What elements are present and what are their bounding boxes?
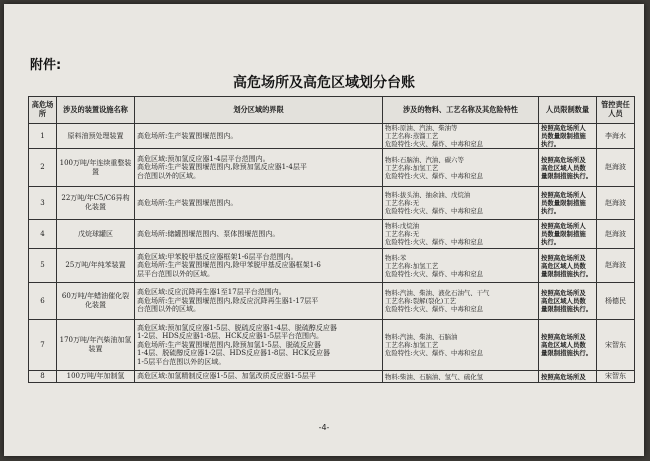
table-row [29,249,635,283]
table-row [29,149,635,187]
personnel-limit-line: 执行。 [541,140,561,148]
material-process-line: 危险特性:火灾、爆炸、中毒和窒息 [385,140,484,148]
material-process-line: 危险特性:火灾、爆炸、中毒和窒息 [385,238,484,246]
personnel-limit-line: 按照高危场所及 [541,289,586,297]
personnel-limit-cell [539,371,597,383]
zone-boundary-line: 高危场所:生产装置围堰范围内,除预加氢反应器1-4层平 [137,163,307,172]
material-process-line: 物料:原油、汽油、柴油等 [385,124,458,132]
personnel-limit-line: 按照高危场所及 [541,372,586,381]
responsible-person-cell: 李海水 [597,124,635,149]
row-number-cell: 7 [29,320,57,371]
personnel-limit-line: 按照高危场所人 [541,124,586,132]
material-process-cell [383,371,539,383]
zone-boundary-line: 高危场所:生产装置围堰范围内,除预加氢1-5层、脱硫反应器 [137,340,321,349]
material-process-line: 工艺名称:加氢工艺 [385,341,439,349]
material-process-line: 工艺名称:无 [385,230,420,238]
material-process-line: 物料:汽油、柴油、液化石油气、干气 [385,289,490,297]
table-row [29,187,635,220]
responsible-person-cell: 宋智东 [597,371,635,383]
zone-boundary-line: 高危场所:储罐围堰范围内、泵体围堰范围内。 [137,229,280,238]
responsible-person-cell: 赵海波 [597,220,635,249]
zone-boundary-line: 台范围以外的区域。 [137,171,200,180]
material-process-line: 物料:石脑油、汽油、碳六等 [385,155,464,164]
page-number: -4- [318,423,330,432]
zone-boundary-line: 高危区域:加氢精制反应器1-5层、加氢改质反应器1-5层平 [137,372,316,381]
zone-boundary-line: 高危区域:反应沉降再生器1至17层平台范围内。 [137,288,286,297]
row-number-cell: 6 [29,283,57,320]
zone-boundary-cell [135,249,383,283]
responsible-person-cell: 赵海波 [597,249,635,283]
personnel-limit-line: 按照高危场所及 [541,155,586,164]
material-process-cell [383,149,539,187]
table-row [29,320,635,371]
zone-boundary-line: 1-5层平台范围以外的区域。 [137,357,226,366]
material-process-line: 危险特性:火灾、爆炸、中毒和窒息 [385,171,484,180]
personnel-limit-cell [539,320,597,371]
zone-boundary-line: 高危场所:生产装置围堰范围内。 [137,131,238,140]
material-process-cell [383,124,539,149]
personnel-limit-line: 员数量限制措施 [541,230,586,238]
document-title: 高危场所及高危区域划分台账 [233,75,415,91]
facility-name-cell: 22万吨/年C5/C6异构化装置 [57,187,135,220]
personnel-limit-cell [539,124,597,149]
responsible-person-cell: 宋智东 [597,320,635,371]
material-process-line: 工艺名称:蒸馏工艺 [385,132,439,140]
material-process-line: 工艺名称:加氢工艺 [385,261,439,270]
row-number-cell: 8 [29,371,57,383]
row-number-cell: 2 [29,149,57,187]
zone-boundary-line: 1-4层、脱硫醇反应器1-2层、HDS反应器1-8层、HCK反应器 [137,349,331,358]
col-header-facility: 涉及的装置设施名称 [57,97,135,124]
facility-name-cell: 25万吨/年纯苯装置 [57,249,135,283]
material-process-cell [383,249,539,283]
zone-boundary-cell [135,320,383,371]
document-page [4,4,644,456]
zone-boundary-line: 高危区域:预加氢反应器1-5层、脱硫反应器1-4层、脱硫醇反应器 [137,323,337,332]
zone-boundary-line: 台范围以外的区域。 [137,305,200,314]
material-process-line: 危险特性:火灾、爆炸、中毒和窒息 [385,269,484,278]
responsible-person-cell: 杨德民 [597,283,635,320]
zone-boundary-line: 高危场所:生产装置围堰范围内,除反应沉降再生器1-17层平 [137,296,319,305]
zone-boundary-cell [135,124,383,149]
material-process-line: 物料:汽油、柴油、石脑油 [385,333,458,341]
personnel-limit-cell [539,249,597,283]
zone-boundary-line: 高危区域:甲苯脱甲基反应器框架1-6层平台范围内。 [137,252,298,261]
personnel-limit-line: 按照高危场所人 [541,222,586,230]
zone-boundary-cell [135,187,383,220]
zone-boundary-cell [135,283,383,320]
material-process-line: 物料:苯 [385,253,407,262]
facility-name-cell: 原料油预处理装置 [57,124,135,149]
facility-name-cell: 100万吨/年连续重整装置 [57,149,135,187]
personnel-limit-line: 员数量限制措施 [541,199,586,207]
material-process-line: 工艺名称:无 [385,199,420,207]
personnel-limit-line: 量限制措施执行。 [541,305,593,313]
row-number-cell: 5 [29,249,57,283]
row-number-cell: 4 [29,220,57,249]
personnel-limit-line: 高危区域人员数 [541,163,586,172]
col-header-material: 涉及的物料、工艺名称及其危险特性 [383,97,539,124]
hazard-zone-table [28,96,635,383]
material-process-line: 工艺名称:裂解(裂化)工艺 [385,297,457,305]
row-number-cell: 3 [29,187,57,220]
col-header-limit: 人员限制数量 [539,97,597,124]
personnel-limit-line: 高危区域人员数 [541,261,586,270]
personnel-limit-line: 按照高危场所及 [541,333,586,341]
material-process-cell [383,220,539,249]
material-process-line: 工艺名称:加氢工艺 [385,163,439,172]
zone-boundary-line: 高危区域:预加氢反应器1-4层平台范围内。 [137,154,270,163]
table-row [29,124,635,149]
col-header-person: 管控责任人员 [597,97,635,124]
material-process-line: 危险特性:火灾、爆炸、中毒和窒息 [385,305,484,313]
material-process-line: 物料:戊烷油 [385,222,420,230]
personnel-limit-line: 高危区域人员数 [541,297,586,305]
personnel-limit-cell [539,149,597,187]
zone-boundary-line: 1-2层、HDS反应器1-8层、HCK反应器1-5层平台范围内。 [137,332,324,341]
personnel-limit-cell [539,187,597,220]
facility-name-cell: 100万吨/年加制氢 [57,371,135,383]
responsible-person-cell: 赵海波 [597,187,635,220]
material-process-cell [383,320,539,371]
row-number-cell: 1 [29,124,57,149]
zone-boundary-line: 层平台范围以外的区域。 [137,269,214,278]
material-process-cell [383,283,539,320]
col-header-site: 高危场所 [29,97,57,124]
zone-boundary-cell [135,220,383,249]
personnel-limit-cell [539,283,597,320]
material-process-line: 危险特性:火灾、爆炸、中毒和窒息 [385,207,484,215]
personnel-limit-line: 员数量限制措施 [541,132,586,140]
zone-boundary-cell [135,371,383,383]
personnel-limit-line: 执行。 [541,238,561,246]
personnel-limit-line: 量限制措施执行。 [541,349,593,357]
table-row [29,283,635,320]
col-header-zone: 划分区域的界限 [135,97,383,124]
zone-boundary-cell [135,149,383,187]
attachment-label: 附件: [30,58,62,73]
personnel-limit-line: 高危区域人员数 [541,341,586,349]
material-process-line: 危险特性:火灾、爆炸、中毒和窒息 [385,349,484,357]
facility-name-cell: 170万吨/年汽柴油加氢装置 [57,320,135,371]
personnel-limit-line: 按照高危场所人 [541,191,586,199]
table-header-row [29,97,635,124]
personnel-limit-line: 量限制措施执行。 [541,269,593,278]
personnel-limit-line: 按照高危场所及 [541,253,586,262]
facility-name-cell: 60万吨/年蜡油催化裂化装置 [57,283,135,320]
responsible-person-cell: 赵海波 [597,149,635,187]
table-row [29,371,635,383]
material-process-line: 物料:拔头油、抽余油、戊烷油 [385,191,471,199]
table-row [29,220,635,249]
personnel-limit-line: 量限制措施执行。 [541,171,593,180]
material-process-cell [383,187,539,220]
zone-boundary-line: 高危场所:生产装置围堰范围内,除甲苯脱甲基反应器框架1-6 [137,261,321,270]
material-process-line: 物料:柴油、石脑油、氢气、硫化氢 [385,372,484,381]
personnel-limit-line: 执行。 [541,207,561,215]
zone-boundary-line: 高危场所:生产装置围堰范围内。 [137,198,238,207]
facility-name-cell: 戊烷球罐区 [57,220,135,249]
personnel-limit-cell [539,220,597,249]
